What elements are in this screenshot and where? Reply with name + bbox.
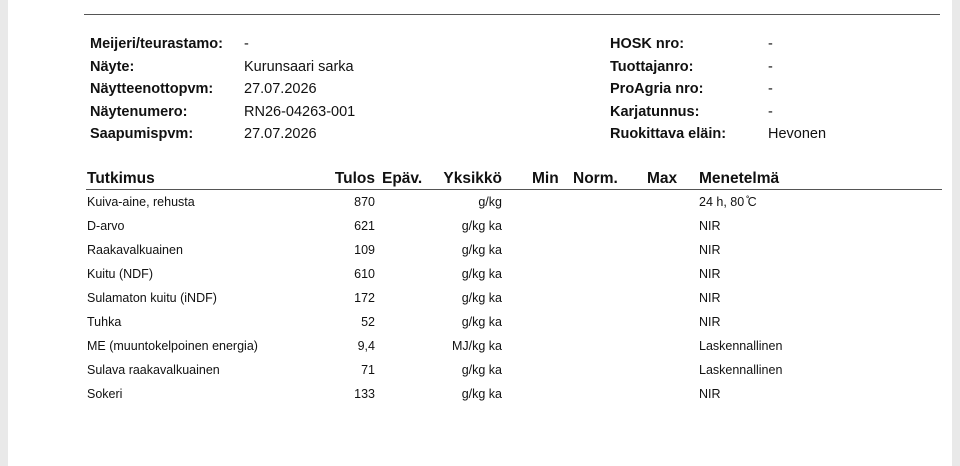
info-value: RN26-04263-001: [244, 103, 356, 120]
info-value: 27.07.2026: [244, 126, 317, 142]
info-value: Hevonen: [768, 126, 827, 142]
cell-tutkimus: Kuitu (NDF): [87, 267, 153, 281]
cell-menetelma: NIR: [699, 243, 721, 257]
info-label: Näyte:: [90, 58, 135, 75]
cell-tutkimus: ME (muuntokelpoinen energia): [87, 339, 258, 353]
header-menetelma: Menetelmä: [699, 170, 780, 187]
info-row-proagria: [610, 78, 826, 101]
cell-tulos: 52: [361, 315, 375, 329]
header-norm: Norm.: [573, 170, 618, 187]
top-divider: [84, 14, 940, 15]
header-tulos: Tulos: [334, 170, 375, 187]
cell-menetelma: NIR: [699, 387, 721, 401]
info-value: -: [768, 36, 773, 52]
info-row-animal: [610, 123, 826, 146]
cell-menetelma: Laskennallinen: [699, 339, 783, 353]
table-row: [86, 190, 942, 214]
cell-menetelma: 24 h, 80 ̊C: [699, 195, 757, 209]
info-row-sample-number: [90, 101, 355, 124]
info-value: -: [768, 81, 773, 97]
table-row: [86, 358, 942, 382]
cell-menetelma: NIR: [699, 315, 721, 329]
cell-tutkimus: Kuiva-aine, rehusta: [87, 195, 195, 209]
header-yksikko: Yksikkö: [443, 170, 502, 187]
cell-yksikko: g/kg ka: [461, 267, 502, 281]
table-row: [86, 238, 942, 262]
cell-tulos: 621: [354, 219, 375, 233]
header-epav: Epäv.: [382, 170, 423, 187]
info-label: Näytteenottopvm:: [90, 81, 214, 97]
info-row-dairy: [90, 33, 355, 56]
cell-tulos: 133: [354, 387, 375, 401]
cell-menetelma: NIR: [699, 219, 721, 233]
info-value: Kurunsaari sarka: [244, 58, 354, 75]
cell-yksikko: MJ/kg ka: [451, 339, 502, 353]
info-label: Karjatunnus:: [610, 103, 700, 120]
table-row: [86, 334, 942, 358]
table-row: [86, 214, 942, 238]
info-label: Saapumispvm:: [90, 126, 194, 142]
cell-tulos: 610: [354, 267, 375, 281]
cell-yksikko: g/kg ka: [461, 315, 502, 329]
info-label: Tuottajanro:: [610, 58, 694, 75]
info-row-sample: [90, 56, 355, 79]
info-row-herd-id: [610, 101, 826, 124]
cell-tulos: 870: [354, 195, 375, 209]
info-value: -: [768, 58, 773, 75]
cell-tutkimus: Sulamaton kuitu (iNDF): [87, 291, 217, 305]
cell-tulos: 9,4: [357, 339, 375, 353]
header-tutkimus: Tutkimus: [87, 170, 155, 187]
cell-yksikko: g/kg: [478, 195, 502, 209]
cell-yksikko: g/kg ka: [461, 219, 502, 233]
info-value: 27.07.2026: [244, 81, 317, 97]
info-label: Ruokittava eläin:: [610, 126, 727, 142]
sample-info-left: [90, 33, 355, 146]
cell-tutkimus: Sokeri: [87, 387, 123, 401]
info-label: Meijeri/teurastamo:: [90, 36, 223, 52]
cell-yksikko: g/kg ka: [461, 387, 502, 401]
info-value: -: [244, 36, 249, 52]
cell-menetelma: NIR: [699, 291, 721, 305]
cell-menetelma: Laskennallinen: [699, 363, 783, 377]
table-row: [86, 382, 942, 406]
table-row: [86, 262, 942, 286]
cell-tulos: 109: [354, 243, 375, 257]
info-label: HOSK nro:: [610, 36, 685, 52]
cell-menetelma: NIR: [699, 267, 721, 281]
info-row-hosk: [610, 33, 826, 56]
info-label: ProAgria nro:: [610, 81, 704, 97]
results-table: [86, 170, 942, 406]
report-page: [8, 0, 952, 466]
info-label: Näytenumero:: [90, 103, 188, 120]
header-min: Min: [532, 170, 559, 187]
cell-tulos: 172: [354, 291, 375, 305]
info-row-sampling-date: [90, 78, 355, 101]
cell-tutkimus: Tuhka: [87, 315, 122, 329]
cell-yksikko: g/kg ka: [461, 243, 502, 257]
header-max: Max: [647, 170, 678, 187]
cell-yksikko: g/kg ka: [461, 291, 502, 305]
info-row-producer: [610, 56, 826, 79]
info-row-arrival-date: [90, 123, 355, 146]
table-row: [86, 286, 942, 310]
sample-info-right: [610, 33, 826, 146]
cell-tutkimus: Sulava raakavalkuainen: [87, 363, 220, 377]
info-value: -: [768, 103, 773, 120]
cell-yksikko: g/kg ka: [461, 363, 502, 377]
cell-tulos: 71: [361, 363, 375, 377]
table-row: [86, 310, 942, 334]
results-body: [86, 190, 942, 406]
results-header-row: [86, 170, 942, 190]
cell-tutkimus: Raakavalkuainen: [87, 243, 183, 257]
cell-tutkimus: D-arvo: [87, 219, 125, 233]
